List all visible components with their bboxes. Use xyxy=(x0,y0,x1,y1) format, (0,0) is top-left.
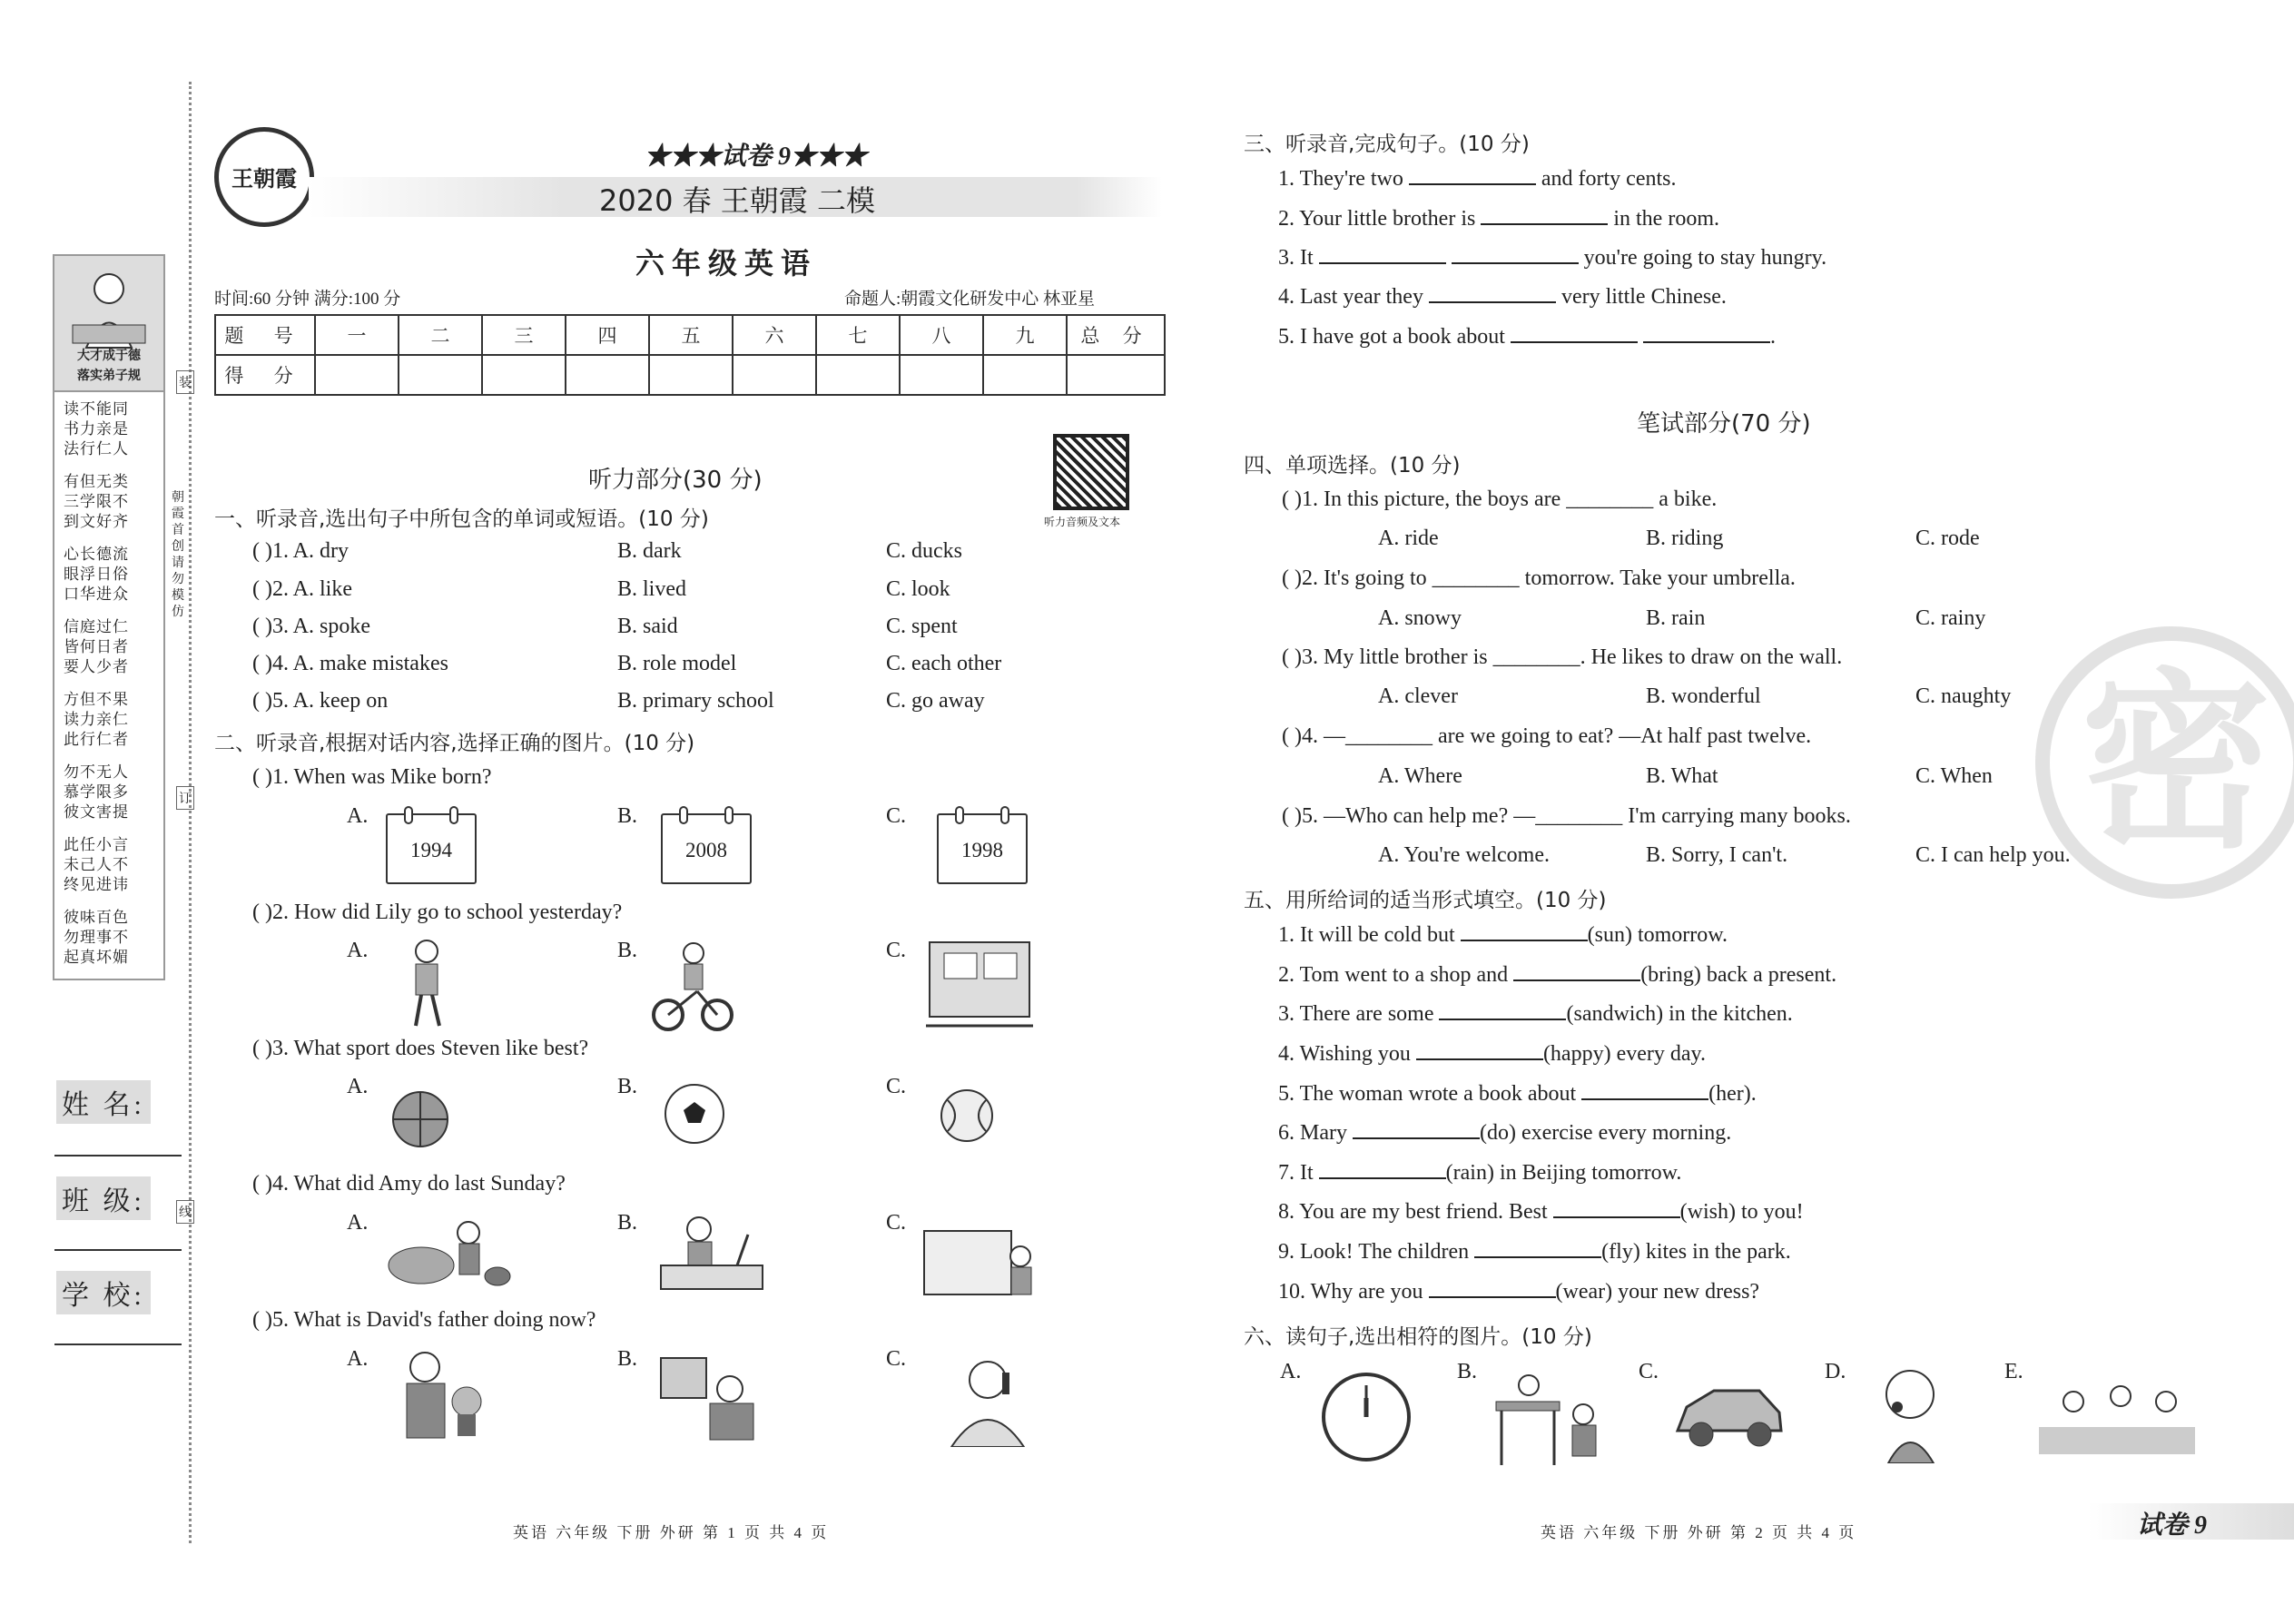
answer-blank[interactable] xyxy=(1353,1121,1480,1139)
s5-hint: (fly) kites in the park. xyxy=(1601,1240,1791,1264)
option-e: E. xyxy=(2004,1360,2023,1383)
author-info: 命题人:朝霞文化研发中心 林亚星 xyxy=(844,290,1096,309)
score-cell: 三 xyxy=(482,315,566,355)
answer-blank[interactable] xyxy=(1474,1240,1601,1258)
vertical-note: 朝霞首创 请勿模仿 xyxy=(172,491,184,619)
s3-q4-tail: very little Chinese. xyxy=(1561,285,1727,309)
answer-blank[interactable] xyxy=(1319,1161,1446,1179)
option-c: C. xyxy=(886,939,907,962)
poem-line: 未己人不 xyxy=(64,856,129,873)
poem-line: 读力亲仁 xyxy=(64,711,129,728)
score-cell: 六 xyxy=(733,315,816,355)
option-a: A. xyxy=(347,1211,369,1235)
s5-hint: (wear) your new dress? xyxy=(1555,1280,1760,1304)
poem-line: 要人少者 xyxy=(64,658,129,675)
calendar-year: 2008 xyxy=(685,839,727,861)
s3-q1-tail: and forty cents. xyxy=(1541,167,1677,191)
answer-blank[interactable] xyxy=(1511,325,1638,343)
calendar-year: 1994 xyxy=(410,839,452,861)
kids-desk-icon xyxy=(1492,1365,1610,1469)
s4-q1-b: B. riding xyxy=(1646,527,1724,550)
kids-playing-icon xyxy=(2037,1369,2197,1456)
s4-q3-b: B. wonderful xyxy=(1646,684,1761,708)
s4-q5: ( )5. —Who can help me? —________ I'm carrying many books. xyxy=(1282,804,1851,828)
calendar-1994-icon xyxy=(386,813,477,884)
score-input[interactable] xyxy=(315,355,399,395)
s1-q3: ( )3. A. spoke xyxy=(252,615,370,638)
poem-line: 此行仁者 xyxy=(64,731,129,748)
poem-line: 彼味百色 xyxy=(64,909,129,926)
score-value-row xyxy=(215,355,1165,395)
s5-q10 xyxy=(1278,1280,1759,1304)
score-cell: 四 xyxy=(566,315,649,355)
poem-line: 到文好齐 xyxy=(64,513,129,530)
s4-q4-c: C. When xyxy=(1915,764,1993,788)
poem-line: 眼浮日俗 xyxy=(64,566,129,583)
s3-q1 xyxy=(1278,167,1676,192)
s1-q4: ( )4. A. make mistakes xyxy=(252,652,448,675)
answer-blank[interactable] xyxy=(1581,1082,1708,1100)
score-input[interactable] xyxy=(900,355,983,395)
sidebar-strip xyxy=(53,254,165,980)
poem-line: 信庭过仁 xyxy=(64,618,129,635)
test-badge-label: 试卷 9 xyxy=(2137,1511,2208,1540)
poem-line: 读不能同 xyxy=(64,400,129,418)
answer-blank[interactable] xyxy=(1513,963,1640,981)
subject-title: 六年级英语 xyxy=(635,247,818,280)
test-number: ★★★试卷 9★★★ xyxy=(645,143,868,171)
poem-line: 终见进讳 xyxy=(64,876,129,893)
section-2-heading: 二、听录音,根据对话内容,选择正确的图片。(10 分) xyxy=(214,732,695,755)
basketball-icon xyxy=(390,1089,450,1149)
s1-q4-c: C. each other xyxy=(886,652,1002,675)
s5-text: 8. You are my best friend. Best xyxy=(1278,1200,1548,1224)
man-watering-flowers-icon xyxy=(389,1347,488,1447)
answer-blank[interactable] xyxy=(1429,1280,1556,1298)
s4-q2-c: C. rainy xyxy=(1915,606,1986,630)
poem-line: 皆何日者 xyxy=(64,638,129,655)
s4-q2: ( )2. It's going to ________ tomorrow. Take your umbrella. xyxy=(1282,566,1796,590)
option-c: C. xyxy=(1639,1360,1659,1383)
time-score-info: 时间:60 分钟 满分:100 分 xyxy=(214,290,401,309)
score-input[interactable] xyxy=(733,355,816,395)
answer-blank[interactable] xyxy=(1481,207,1608,225)
score-cell: 一 xyxy=(315,315,399,355)
s1-q1-b: B. dark xyxy=(617,539,682,563)
option-c: C. xyxy=(886,804,907,828)
s5-q3 xyxy=(1278,1002,1793,1027)
s1-q5-b: B. primary school xyxy=(617,689,774,713)
writing-title: 笔试部分(70 分) xyxy=(1637,410,1811,438)
score-cell: 九 xyxy=(983,315,1067,355)
class-label: 班 级: xyxy=(56,1176,151,1220)
s1-q5: ( )5. A. keep on xyxy=(252,689,389,713)
poem-line: 三学限不 xyxy=(64,493,129,510)
s3-q5 xyxy=(1278,325,1776,349)
s1-q1: ( )1. A. dry xyxy=(252,539,349,563)
option-c: C. xyxy=(886,1075,907,1098)
option-a: A. xyxy=(347,804,369,828)
s5-hint: (sun) tomorrow. xyxy=(1587,923,1728,947)
s5-hint: (sandwich) in the kitchen. xyxy=(1566,1002,1793,1026)
page-1-footer: 英语 六年级 下册 外研 第 1 页 共 4 页 xyxy=(513,1524,830,1541)
answer-blank[interactable] xyxy=(1643,325,1770,343)
page-title: 2020 春 王朝霞 二模 xyxy=(599,183,875,218)
score-cell: 七 xyxy=(816,315,900,355)
option-b: B. xyxy=(617,1211,638,1235)
motto-line-2: 落实弟子规 xyxy=(77,369,141,383)
s3-q3-tail: you're going to stay hungry. xyxy=(1583,246,1827,270)
option-b: B. xyxy=(617,1075,638,1098)
s5-q7 xyxy=(1278,1161,1681,1186)
poem-line: 勿不无人 xyxy=(64,763,129,781)
poem-line: 口华进众 xyxy=(64,586,129,603)
option-a: A. xyxy=(347,1075,369,1098)
section-1-heading: 一、听录音,选出句子中所包含的单词或短语。(10 分) xyxy=(214,507,709,531)
option-d: D. xyxy=(1825,1360,1846,1383)
option-a: A. xyxy=(347,939,369,962)
girl-studying-icon xyxy=(657,1211,766,1294)
answer-blank[interactable] xyxy=(1409,167,1536,185)
motto-line-1: 大才成于德 xyxy=(77,349,141,363)
s5-text: 6. Mary xyxy=(1278,1121,1347,1145)
poem-line: 方但不果 xyxy=(64,691,129,708)
s5-text: 1. It will be cold but xyxy=(1278,923,1455,947)
s3-q2 xyxy=(1278,207,1719,231)
s5-q6 xyxy=(1278,1121,1731,1146)
s4-q1-a: A. ride xyxy=(1378,527,1439,550)
answer-blank[interactable] xyxy=(1439,1002,1566,1020)
s3-q2-tail: in the room. xyxy=(1613,207,1719,231)
clock-icon xyxy=(1320,1371,1413,1463)
answer-blank[interactable] xyxy=(1429,285,1556,303)
s5-q5 xyxy=(1278,1082,1757,1107)
poem-line: 法行仁人 xyxy=(64,440,129,458)
s4-q1-c: C. rode xyxy=(1915,527,1980,550)
s3-q4 xyxy=(1278,285,1727,310)
s5-hint: (rain) in Beijing tomorrow. xyxy=(1445,1161,1682,1185)
score-cell: 五 xyxy=(649,315,733,355)
score-input[interactable] xyxy=(983,355,1067,395)
brand-logo xyxy=(214,127,314,227)
name-field[interactable] xyxy=(54,1155,182,1156)
s5-hint: (do) exercise every morning. xyxy=(1479,1121,1732,1145)
s1-q2-c: C. look xyxy=(886,577,950,601)
s5-text: 9. Look! The children xyxy=(1278,1240,1470,1264)
s4-q5-c: C. I can help you. xyxy=(1915,843,2071,867)
s4-q3-c: C. naughty xyxy=(1915,684,2012,708)
listening-title: 听力部分(30 分) xyxy=(588,467,763,494)
car-icon xyxy=(1672,1380,1787,1452)
option-c: C. xyxy=(886,1211,907,1235)
s3-q5-tail: . xyxy=(1769,325,1776,349)
s3-q1-text: 1. They're two xyxy=(1278,167,1403,191)
s5-q9 xyxy=(1278,1240,1791,1265)
logo-text: 王朝霞 xyxy=(231,168,297,192)
s5-hint: (wish) to you! xyxy=(1679,1200,1804,1224)
s3-q4-text: 4. Last year they xyxy=(1278,285,1423,309)
poem-line: 慕学限多 xyxy=(64,783,129,801)
sidebar-poems xyxy=(54,392,163,988)
class-field[interactable] xyxy=(54,1249,182,1251)
page-2-footer: 英语 六年级 下册 外研 第 2 页 共 4 页 xyxy=(1541,1524,1857,1541)
mark-xian: 线 xyxy=(176,1200,194,1224)
s5-text: 3. There are some xyxy=(1278,1002,1434,1026)
s2-q3: ( )3. What sport does Steven like best? xyxy=(252,1037,589,1060)
qr-caption: 听力音频及文本 xyxy=(1044,516,1121,528)
option-b: B. xyxy=(617,1347,638,1371)
s3-q5-text: 5. I have got a book about xyxy=(1278,325,1505,349)
s5-text: 10. Why are you xyxy=(1278,1280,1423,1304)
s5-hint: (bring) back a present. xyxy=(1640,963,1837,987)
option-b: B. xyxy=(617,939,638,962)
s4-q2-a: A. snowy xyxy=(1378,606,1462,630)
mark-zhuang: 装 xyxy=(176,370,194,394)
calendar-2008-icon xyxy=(661,813,752,884)
man-phoning-icon xyxy=(924,1353,1035,1447)
s4-q2-b: B. rain xyxy=(1646,606,1706,630)
s1-q5-c: C. go away xyxy=(886,689,985,713)
s5-q1 xyxy=(1278,923,1728,948)
s4-q4-a: A. Where xyxy=(1378,764,1462,788)
stamp-character: 密 xyxy=(2081,652,2272,874)
answer-blank[interactable] xyxy=(1319,246,1446,264)
s2-q1: ( )1. When was Mike born? xyxy=(252,765,492,789)
score-input[interactable] xyxy=(1067,355,1165,395)
football-icon xyxy=(663,1082,726,1146)
s4-q1: ( )1. In this picture, the boys are ________ a bike. xyxy=(1282,487,1718,511)
s3-q2-text: 2. Your little brother is xyxy=(1278,207,1476,231)
poem-line: 此任小言 xyxy=(64,836,129,853)
option-a: A. xyxy=(347,1347,369,1371)
name-label: 姓 名: xyxy=(56,1080,151,1124)
s5-text: 2. Tom went to a shop and xyxy=(1278,963,1509,987)
poem-line: 有但无类 xyxy=(64,473,129,490)
sidebar-figure xyxy=(54,256,163,392)
score-input[interactable] xyxy=(816,355,900,395)
mark-ding: 订 xyxy=(176,786,194,810)
s2-q2: ( )2. How did Lily go to school yesterday? xyxy=(252,901,623,924)
poem-line: 勿理事不 xyxy=(64,929,129,946)
section-5-heading: 五、用所给词的适当形式填空。(10 分) xyxy=(1244,889,1607,912)
answer-blank[interactable] xyxy=(1452,246,1579,264)
girl-sick-icon xyxy=(1865,1362,1952,1463)
s1-q2: ( )2. A. like xyxy=(252,577,352,601)
answer-blank[interactable] xyxy=(1461,923,1588,941)
s1-q3-c: C. spent xyxy=(886,615,958,638)
score-input[interactable] xyxy=(566,355,649,395)
s4-q4-b: B. What xyxy=(1646,764,1718,788)
binding-line xyxy=(189,82,192,1543)
calendar-year: 1998 xyxy=(961,839,1003,861)
s1-q1-c: C. ducks xyxy=(886,539,962,563)
s4-q3-a: A. clever xyxy=(1378,684,1458,708)
girl-walking-icon xyxy=(399,935,454,1035)
poem-line: 彼文害提 xyxy=(64,803,129,821)
s5-q2 xyxy=(1278,963,1836,988)
s4-q5-a: A. You're welcome. xyxy=(1378,843,1550,867)
s4-q4: ( )4. —________ are we going to eat? —At half past twelve. xyxy=(1282,724,1812,748)
score-cell: 总 分 xyxy=(1067,315,1165,355)
s4-q5-b: B. Sorry, I can't. xyxy=(1646,843,1788,867)
baseball-icon xyxy=(939,1088,995,1144)
s2-q5: ( )5. What is David's father doing now? xyxy=(252,1308,596,1332)
option-a: A. xyxy=(1280,1360,1302,1383)
s5-text: 5. The woman wrote a book about xyxy=(1278,1082,1577,1106)
poem-line: 心长德流 xyxy=(64,546,129,563)
score-cell: 二 xyxy=(399,315,482,355)
score-input[interactable] xyxy=(649,355,733,395)
score-input[interactable] xyxy=(399,355,482,395)
poem-line: 书力亲是 xyxy=(64,420,129,438)
girl-gardening-icon xyxy=(385,1213,512,1294)
train-icon xyxy=(926,935,1033,1035)
s3-q3-text: 3. It xyxy=(1278,246,1314,270)
answer-blank[interactable] xyxy=(1553,1200,1680,1218)
s1-q3-b: B. said xyxy=(617,615,678,638)
school-field[interactable] xyxy=(54,1343,182,1345)
answer-blank[interactable] xyxy=(1416,1042,1543,1060)
section-4-heading: 四、单项选择。(10 分) xyxy=(1244,454,1461,477)
option-c: C. xyxy=(886,1347,907,1371)
score-cell: 得 分 xyxy=(215,355,315,395)
score-cell: 八 xyxy=(900,315,983,355)
score-input[interactable] xyxy=(482,355,566,395)
s5-hint: (happy) every day. xyxy=(1542,1042,1706,1066)
s5-hint: (her). xyxy=(1708,1082,1757,1106)
option-b: B. xyxy=(1457,1360,1478,1383)
test-badge xyxy=(2088,1503,2294,1540)
s5-text: 7. It xyxy=(1278,1161,1314,1185)
s5-q8 xyxy=(1278,1200,1804,1225)
option-b: B. xyxy=(617,804,638,828)
section-6-heading: 六、读句子,选出相符的图片。(10 分) xyxy=(1244,1325,1592,1349)
s2-q4: ( )4. What did Amy do last Sunday? xyxy=(252,1172,566,1196)
score-header-row xyxy=(215,315,1165,355)
s3-q3 xyxy=(1278,246,1826,271)
qr-code-icon[interactable] xyxy=(1053,434,1129,510)
s5-q4 xyxy=(1278,1042,1706,1067)
poem-line: 起真坏媚 xyxy=(64,949,129,966)
girl-piano-icon xyxy=(922,1224,1037,1305)
girl-cycling-icon xyxy=(652,935,733,1035)
score-cell: 题 号 xyxy=(215,315,315,355)
s1-q4-b: B. role model xyxy=(617,652,737,675)
score-table xyxy=(214,314,1166,396)
s5-text: 4. Wishing you xyxy=(1278,1042,1411,1066)
man-watching-tv-icon xyxy=(657,1353,759,1447)
calendar-1998-icon xyxy=(937,813,1028,884)
section-3-heading: 三、听录音,完成句子。(10 分) xyxy=(1244,133,1530,156)
s4-q3: ( )3. My little brother is ________. He likes to draw on the wall. xyxy=(1282,645,1843,669)
school-label: 学 校: xyxy=(56,1271,151,1314)
confidential-stamp xyxy=(2035,626,2294,899)
s1-q2-b: B. lived xyxy=(617,577,686,601)
